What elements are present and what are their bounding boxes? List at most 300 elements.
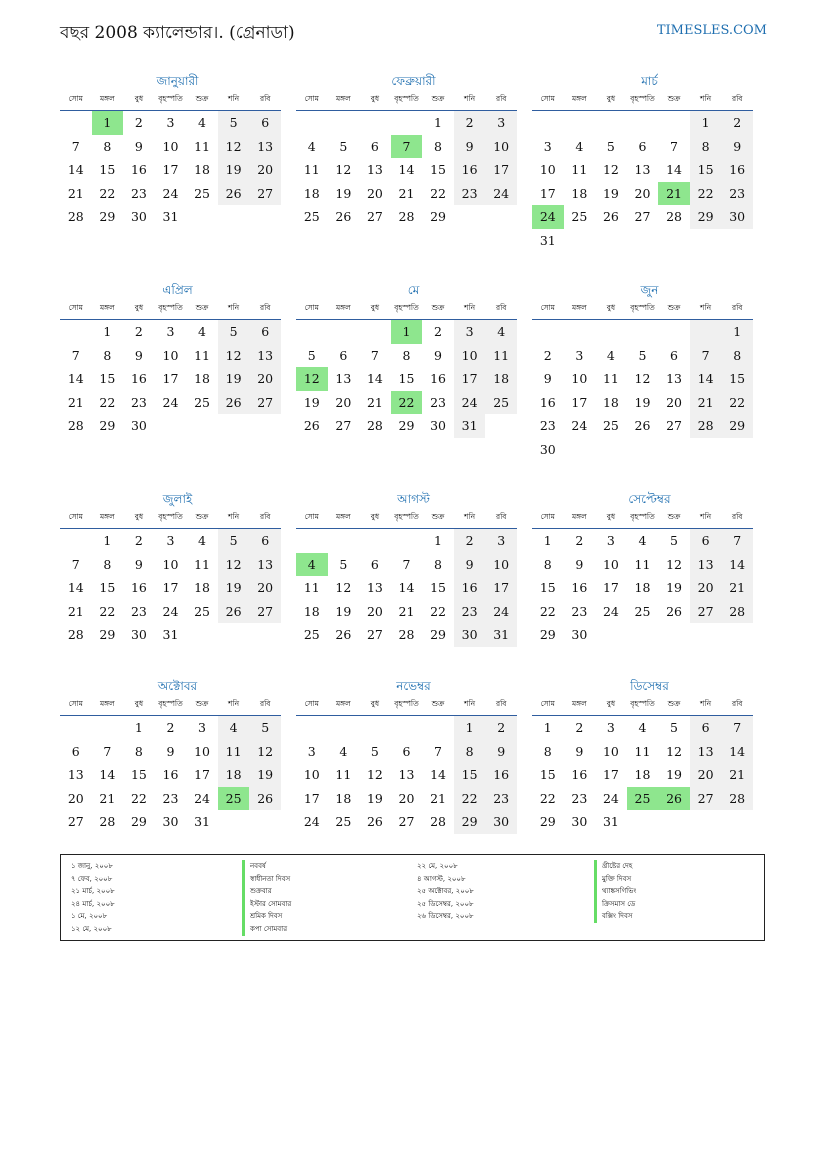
legend-dates-col-1 bbox=[71, 860, 115, 936]
day-cell: 25 bbox=[627, 787, 659, 811]
day-cell: 15 bbox=[99, 580, 116, 596]
day-cell: 22 bbox=[721, 391, 753, 415]
month-table bbox=[296, 508, 517, 647]
day-cell: 30 bbox=[571, 627, 588, 643]
empty-cell bbox=[359, 320, 391, 344]
day-cell: 15 bbox=[539, 580, 556, 596]
empty-cell bbox=[595, 111, 627, 135]
day-cell: 7 bbox=[71, 347, 80, 363]
empty-cell bbox=[359, 529, 391, 553]
weekday-header: সোম bbox=[296, 90, 328, 111]
day-cell: 18 bbox=[634, 580, 651, 596]
weekday-header: সোম bbox=[60, 695, 92, 716]
day-cell: 22 bbox=[690, 182, 722, 206]
weekday-header: মঙ্গল bbox=[564, 695, 596, 716]
day-cell: 8 bbox=[434, 556, 442, 572]
day-cell: 29 bbox=[690, 205, 722, 229]
day-cell: 19 bbox=[249, 763, 281, 787]
day-cell: 10 bbox=[454, 344, 486, 368]
day-cell: 28 bbox=[67, 418, 84, 434]
weekday-header: বৃহস্পতি bbox=[627, 508, 659, 529]
legend-holiday-name: বক্সিং দিবস bbox=[594, 910, 636, 923]
empty-cell bbox=[658, 320, 690, 344]
day-cell: 13 bbox=[690, 740, 722, 764]
legend-date: ২৬ ডিসেম্বর, ২০০৮ bbox=[417, 912, 474, 921]
empty-cell bbox=[627, 111, 659, 135]
day-cell: 27 bbox=[690, 787, 722, 811]
weekday-header: রবি bbox=[721, 90, 753, 111]
day-cell: 13 bbox=[366, 580, 383, 596]
day-cell: 31 bbox=[539, 232, 556, 248]
day-cell: 3 bbox=[166, 115, 175, 131]
day-cell: 26 bbox=[634, 418, 651, 434]
day-cell: 28 bbox=[666, 209, 682, 225]
day-cell: 25 bbox=[194, 394, 210, 410]
empty-cell bbox=[249, 414, 281, 438]
day-cell: 16 bbox=[130, 580, 147, 596]
month-name: আগস্ট bbox=[397, 492, 430, 506]
day-cell: 7 bbox=[370, 347, 379, 363]
day-cell: 28 bbox=[721, 600, 753, 624]
empty-cell bbox=[595, 623, 627, 647]
weekday-header: রবি bbox=[485, 695, 517, 716]
day-cell: 4 bbox=[575, 138, 584, 154]
day-cell: 18 bbox=[485, 367, 517, 391]
day-cell: 30 bbox=[539, 441, 556, 457]
empty-cell bbox=[296, 716, 328, 740]
day-cell: 29 bbox=[99, 627, 116, 643]
day-cell: 16 bbox=[130, 162, 147, 178]
weekday-header: মঙ্গল bbox=[328, 695, 360, 716]
day-cell: 18 bbox=[602, 394, 619, 410]
weekday-header: সোম bbox=[532, 695, 564, 716]
weekday-header: শনি bbox=[454, 90, 486, 111]
day-cell: 13 bbox=[249, 344, 281, 368]
day-cell: 16 bbox=[571, 580, 588, 596]
month-calendar bbox=[296, 281, 517, 438]
day-cell: 12 bbox=[218, 553, 250, 577]
day-cell: 12 bbox=[666, 743, 682, 759]
day-cell: 14 bbox=[666, 162, 682, 178]
day-cell: 18 bbox=[194, 580, 210, 596]
day-cell: 17 bbox=[162, 371, 179, 387]
day-cell: 14 bbox=[398, 580, 415, 596]
day-cell: 21 bbox=[67, 603, 84, 619]
weekday-header: শুক্র bbox=[422, 90, 454, 111]
day-cell: 4 bbox=[198, 533, 206, 549]
day-cell: 14 bbox=[430, 767, 446, 783]
day-cell: 8 bbox=[690, 135, 722, 159]
weekday-header: বুধ bbox=[123, 299, 155, 320]
day-cell: 26 bbox=[218, 600, 250, 624]
empty-cell bbox=[690, 229, 722, 253]
weekday-header: শনি bbox=[218, 299, 250, 320]
day-cell: 5 bbox=[670, 720, 678, 736]
empty-cell bbox=[595, 229, 627, 253]
day-cell: 10 bbox=[485, 553, 517, 577]
legend-holiday-name: স্বাধীনতা দিবস bbox=[242, 873, 291, 886]
day-cell: 23 bbox=[130, 185, 147, 201]
day-cell: 5 bbox=[339, 138, 348, 154]
day-cell: 12 bbox=[218, 135, 250, 159]
day-cell: 6 bbox=[249, 320, 281, 344]
day-cell: 14 bbox=[67, 162, 84, 178]
day-cell: 26 bbox=[218, 182, 250, 206]
day-cell: 7 bbox=[670, 138, 678, 154]
weekday-header: সোম bbox=[532, 299, 564, 320]
weekday-header: বৃহস্পতি bbox=[391, 90, 423, 111]
day-cell: 16 bbox=[454, 158, 486, 182]
day-cell: 25 bbox=[194, 603, 210, 619]
day-cell: 28 bbox=[67, 627, 84, 643]
day-cell: 7 bbox=[721, 716, 753, 740]
day-cell: 6 bbox=[402, 743, 411, 759]
day-cell: 4 bbox=[198, 115, 206, 131]
day-cell: 14 bbox=[721, 553, 753, 577]
brand-link[interactable]: TIMESLES.COM bbox=[656, 23, 767, 38]
day-cell: 23 bbox=[454, 182, 486, 206]
day-cell: 20 bbox=[690, 763, 722, 787]
weekday-header: মঙ্গল bbox=[92, 299, 124, 320]
day-cell: 8 bbox=[721, 344, 753, 368]
day-cell: 31 bbox=[162, 627, 179, 643]
day-cell: 23 bbox=[130, 603, 147, 619]
empty-cell bbox=[595, 320, 627, 344]
empty-cell bbox=[721, 438, 753, 462]
day-cell: 9 bbox=[454, 135, 486, 159]
day-cell: 2 bbox=[721, 111, 753, 135]
day-cell: 6 bbox=[249, 529, 281, 553]
month-name: জানুয়ারী bbox=[156, 74, 199, 88]
month-table bbox=[532, 90, 753, 252]
day-cell: 7 bbox=[721, 529, 753, 553]
day-cell: 3 bbox=[198, 720, 206, 736]
empty-cell bbox=[60, 529, 92, 553]
weekday-header: মঙ্গল bbox=[92, 508, 124, 529]
day-cell: 17 bbox=[539, 185, 556, 201]
weekday-header: শনি bbox=[690, 695, 722, 716]
day-cell: 10 bbox=[194, 743, 210, 759]
weekday-header: শনি bbox=[454, 695, 486, 716]
day-cell: 26 bbox=[249, 787, 281, 811]
legend-holiday-name: থ্যাঙ্কসগিভিং bbox=[594, 885, 636, 898]
empty-cell bbox=[296, 529, 328, 553]
day-cell: 25 bbox=[218, 787, 250, 811]
day-cell: 19 bbox=[602, 185, 619, 201]
day-cell: 24 bbox=[485, 600, 517, 624]
day-cell: 12 bbox=[335, 580, 352, 596]
weekday-header: সোম bbox=[296, 299, 328, 320]
day-cell: 23 bbox=[539, 418, 556, 434]
day-cell: 20 bbox=[366, 185, 383, 201]
day-cell: 8 bbox=[134, 743, 143, 759]
weekday-header: সোম bbox=[532, 90, 564, 111]
day-cell: 9 bbox=[134, 347, 143, 363]
day-cell: 2 bbox=[575, 720, 584, 736]
weekday-header: রবি bbox=[249, 90, 281, 111]
day-cell: 11 bbox=[194, 556, 210, 572]
day-cell: 30 bbox=[430, 418, 446, 434]
empty-cell bbox=[60, 716, 92, 740]
weekday-header: শনি bbox=[690, 299, 722, 320]
day-cell: 4 bbox=[638, 720, 647, 736]
empty-cell bbox=[218, 623, 250, 647]
day-cell: 2 bbox=[434, 324, 442, 340]
day-cell: 23 bbox=[571, 603, 588, 619]
day-cell: 13 bbox=[67, 767, 84, 783]
empty-cell bbox=[564, 320, 596, 344]
day-cell: 3 bbox=[543, 138, 552, 154]
day-cell: 23 bbox=[430, 394, 446, 410]
day-cell: 13 bbox=[249, 553, 281, 577]
empty-cell bbox=[595, 438, 627, 462]
day-cell: 1 bbox=[434, 115, 442, 131]
day-cell: 17 bbox=[485, 158, 517, 182]
weekday-header: রবি bbox=[485, 90, 517, 111]
day-cell: 27 bbox=[335, 418, 352, 434]
day-cell: 30 bbox=[130, 209, 147, 225]
day-cell: 19 bbox=[218, 158, 250, 182]
month-table bbox=[532, 695, 753, 834]
day-cell: 8 bbox=[103, 556, 112, 572]
empty-cell bbox=[454, 205, 486, 229]
day-cell: 28 bbox=[721, 787, 753, 811]
day-cell: 19 bbox=[303, 394, 320, 410]
day-cell: 27 bbox=[249, 182, 281, 206]
day-cell: 7 bbox=[391, 135, 423, 159]
weekday-header: বৃহস্পতি bbox=[391, 299, 423, 320]
weekday-header: বুধ bbox=[123, 695, 155, 716]
empty-cell bbox=[328, 716, 360, 740]
day-cell: 25 bbox=[194, 185, 210, 201]
empty-cell bbox=[721, 229, 753, 253]
day-cell: 3 bbox=[606, 720, 615, 736]
day-cell: 24 bbox=[571, 418, 588, 434]
day-cell: 6 bbox=[249, 111, 281, 135]
empty-cell bbox=[721, 810, 753, 834]
day-cell: 16 bbox=[430, 371, 446, 387]
day-cell: 30 bbox=[130, 627, 147, 643]
day-cell: 4 bbox=[606, 347, 615, 363]
day-cell: 20 bbox=[67, 790, 84, 806]
day-cell: 7 bbox=[71, 138, 80, 154]
day-cell: 8 bbox=[543, 743, 552, 759]
weekday-header: শুক্র bbox=[422, 508, 454, 529]
day-cell: 13 bbox=[634, 162, 651, 178]
empty-cell bbox=[658, 438, 690, 462]
empty-cell bbox=[391, 716, 423, 740]
day-cell: 28 bbox=[99, 814, 116, 830]
month-table bbox=[60, 299, 281, 438]
weekday-header: মঙ্গল bbox=[564, 299, 596, 320]
day-cell: 31 bbox=[485, 623, 517, 647]
day-cell: 29 bbox=[539, 627, 556, 643]
day-cell: 6 bbox=[370, 138, 379, 154]
day-cell: 3 bbox=[307, 743, 316, 759]
day-cell: 15 bbox=[430, 580, 446, 596]
day-cell: 15 bbox=[430, 162, 446, 178]
day-cell: 8 bbox=[454, 740, 486, 764]
empty-cell bbox=[627, 623, 659, 647]
day-cell: 10 bbox=[602, 556, 619, 572]
weekday-header: রবি bbox=[485, 299, 517, 320]
weekday-header: মঙ্গল bbox=[328, 299, 360, 320]
day-cell: 6 bbox=[370, 556, 379, 572]
weekday-header: বুধ bbox=[595, 299, 627, 320]
day-cell: 5 bbox=[218, 111, 250, 135]
day-cell: 28 bbox=[398, 209, 415, 225]
day-cell: 9 bbox=[434, 347, 442, 363]
weekday-header: রবি bbox=[721, 299, 753, 320]
day-cell: 20 bbox=[690, 576, 722, 600]
empty-cell bbox=[249, 810, 281, 834]
day-cell: 5 bbox=[638, 347, 647, 363]
weekday-header: বুধ bbox=[359, 695, 391, 716]
day-cell: 16 bbox=[721, 158, 753, 182]
weekday-header: বৃহস্পতি bbox=[627, 299, 659, 320]
day-cell: 21 bbox=[430, 790, 446, 806]
day-cell: 12 bbox=[602, 162, 619, 178]
day-cell: 25 bbox=[634, 603, 651, 619]
empty-cell bbox=[627, 810, 659, 834]
day-cell: 8 bbox=[103, 347, 112, 363]
day-cell: 25 bbox=[602, 418, 619, 434]
empty-cell bbox=[627, 438, 659, 462]
day-cell: 22 bbox=[99, 603, 116, 619]
day-cell: 19 bbox=[218, 367, 250, 391]
month-table bbox=[60, 508, 281, 647]
day-cell: 30 bbox=[721, 205, 753, 229]
day-cell: 14 bbox=[99, 767, 116, 783]
legend-names-col-4 bbox=[594, 860, 636, 923]
day-cell: 7 bbox=[103, 743, 112, 759]
day-cell: 26 bbox=[303, 418, 320, 434]
weekday-header: বুধ bbox=[359, 508, 391, 529]
day-cell: 21 bbox=[398, 603, 415, 619]
weekday-header: বৃহস্পতি bbox=[155, 90, 187, 111]
day-cell: 21 bbox=[67, 185, 84, 201]
day-cell: 10 bbox=[162, 138, 179, 154]
day-cell: 12 bbox=[249, 740, 281, 764]
day-cell: 5 bbox=[307, 347, 316, 363]
month-calendar bbox=[60, 677, 281, 834]
day-cell: 14 bbox=[67, 371, 84, 387]
day-cell: 19 bbox=[218, 576, 250, 600]
day-cell: 1 bbox=[103, 533, 112, 549]
month-table bbox=[296, 299, 517, 438]
weekday-header: সোম bbox=[296, 695, 328, 716]
day-cell: 12 bbox=[335, 162, 352, 178]
weekday-header: শনি bbox=[454, 508, 486, 529]
legend-date: ৭ ফেব, ২০০৮ bbox=[71, 874, 113, 883]
day-cell: 14 bbox=[398, 162, 415, 178]
day-cell: 1 bbox=[134, 720, 143, 736]
day-cell: 25 bbox=[303, 627, 320, 643]
day-cell: 23 bbox=[571, 790, 588, 806]
weekday-header: রবি bbox=[249, 299, 281, 320]
empty-cell bbox=[627, 320, 659, 344]
day-cell: 1 bbox=[92, 111, 124, 135]
empty-cell bbox=[249, 205, 281, 229]
day-cell: 12 bbox=[634, 371, 651, 387]
empty-cell bbox=[249, 623, 281, 647]
empty-cell bbox=[627, 229, 659, 253]
day-cell: 24 bbox=[162, 603, 179, 619]
day-cell: 11 bbox=[194, 138, 210, 154]
empty-cell bbox=[690, 320, 722, 344]
empty-cell bbox=[186, 414, 218, 438]
empty-cell bbox=[60, 111, 92, 135]
day-cell: 7 bbox=[434, 743, 442, 759]
month-calendar bbox=[532, 677, 753, 834]
day-cell: 27 bbox=[690, 600, 722, 624]
day-cell: 28 bbox=[398, 627, 415, 643]
day-cell: 4 bbox=[638, 533, 647, 549]
day-cell: 15 bbox=[539, 767, 556, 783]
day-cell: 29 bbox=[430, 627, 446, 643]
day-cell: 7 bbox=[71, 556, 80, 572]
legend-names-col-2 bbox=[242, 860, 291, 936]
day-cell: 2 bbox=[543, 347, 552, 363]
day-cell: 14 bbox=[690, 367, 722, 391]
day-cell: 5 bbox=[606, 138, 615, 154]
day-cell: 29 bbox=[99, 418, 116, 434]
day-cell: 17 bbox=[194, 767, 210, 783]
day-cell: 9 bbox=[166, 743, 175, 759]
weekday-header: শুক্র bbox=[186, 90, 218, 111]
day-cell: 22 bbox=[130, 790, 147, 806]
day-cell: 8 bbox=[402, 347, 411, 363]
month-name: জুলাই bbox=[162, 492, 193, 506]
day-cell: 24 bbox=[602, 790, 619, 806]
day-cell: 8 bbox=[434, 138, 442, 154]
day-cell: 29 bbox=[721, 414, 753, 438]
day-cell: 30 bbox=[454, 623, 486, 647]
day-cell: 25 bbox=[571, 209, 588, 225]
day-cell: 6 bbox=[690, 529, 722, 553]
day-cell: 27 bbox=[666, 418, 682, 434]
day-cell: 23 bbox=[721, 182, 753, 206]
day-cell: 11 bbox=[303, 580, 320, 596]
day-cell: 26 bbox=[335, 627, 352, 643]
day-cell: 16 bbox=[485, 763, 517, 787]
weekday-header: শনি bbox=[218, 508, 250, 529]
empty-cell bbox=[186, 205, 218, 229]
weekday-header: বৃহস্পতি bbox=[155, 299, 187, 320]
day-cell: 10 bbox=[539, 162, 556, 178]
day-cell: 18 bbox=[303, 603, 320, 619]
day-cell: 15 bbox=[99, 162, 116, 178]
day-cell: 26 bbox=[335, 209, 352, 225]
weekday-header: শনি bbox=[218, 695, 250, 716]
empty-cell bbox=[328, 529, 360, 553]
day-cell: 3 bbox=[166, 324, 175, 340]
day-cell: 11 bbox=[218, 740, 250, 764]
empty-cell bbox=[359, 111, 391, 135]
legend-date: ২৫ অক্টোবর, ২০০৮ bbox=[417, 887, 474, 896]
weekday-header: রবি bbox=[485, 508, 517, 529]
day-cell: 23 bbox=[454, 600, 486, 624]
day-cell: 10 bbox=[303, 767, 320, 783]
day-cell: 13 bbox=[398, 767, 415, 783]
empty-cell bbox=[422, 716, 454, 740]
month-calendar bbox=[532, 72, 753, 252]
empty-cell bbox=[218, 810, 250, 834]
empty-cell bbox=[532, 320, 564, 344]
day-cell: 29 bbox=[130, 814, 147, 830]
day-cell: 9 bbox=[454, 553, 486, 577]
month-calendar bbox=[296, 72, 517, 229]
